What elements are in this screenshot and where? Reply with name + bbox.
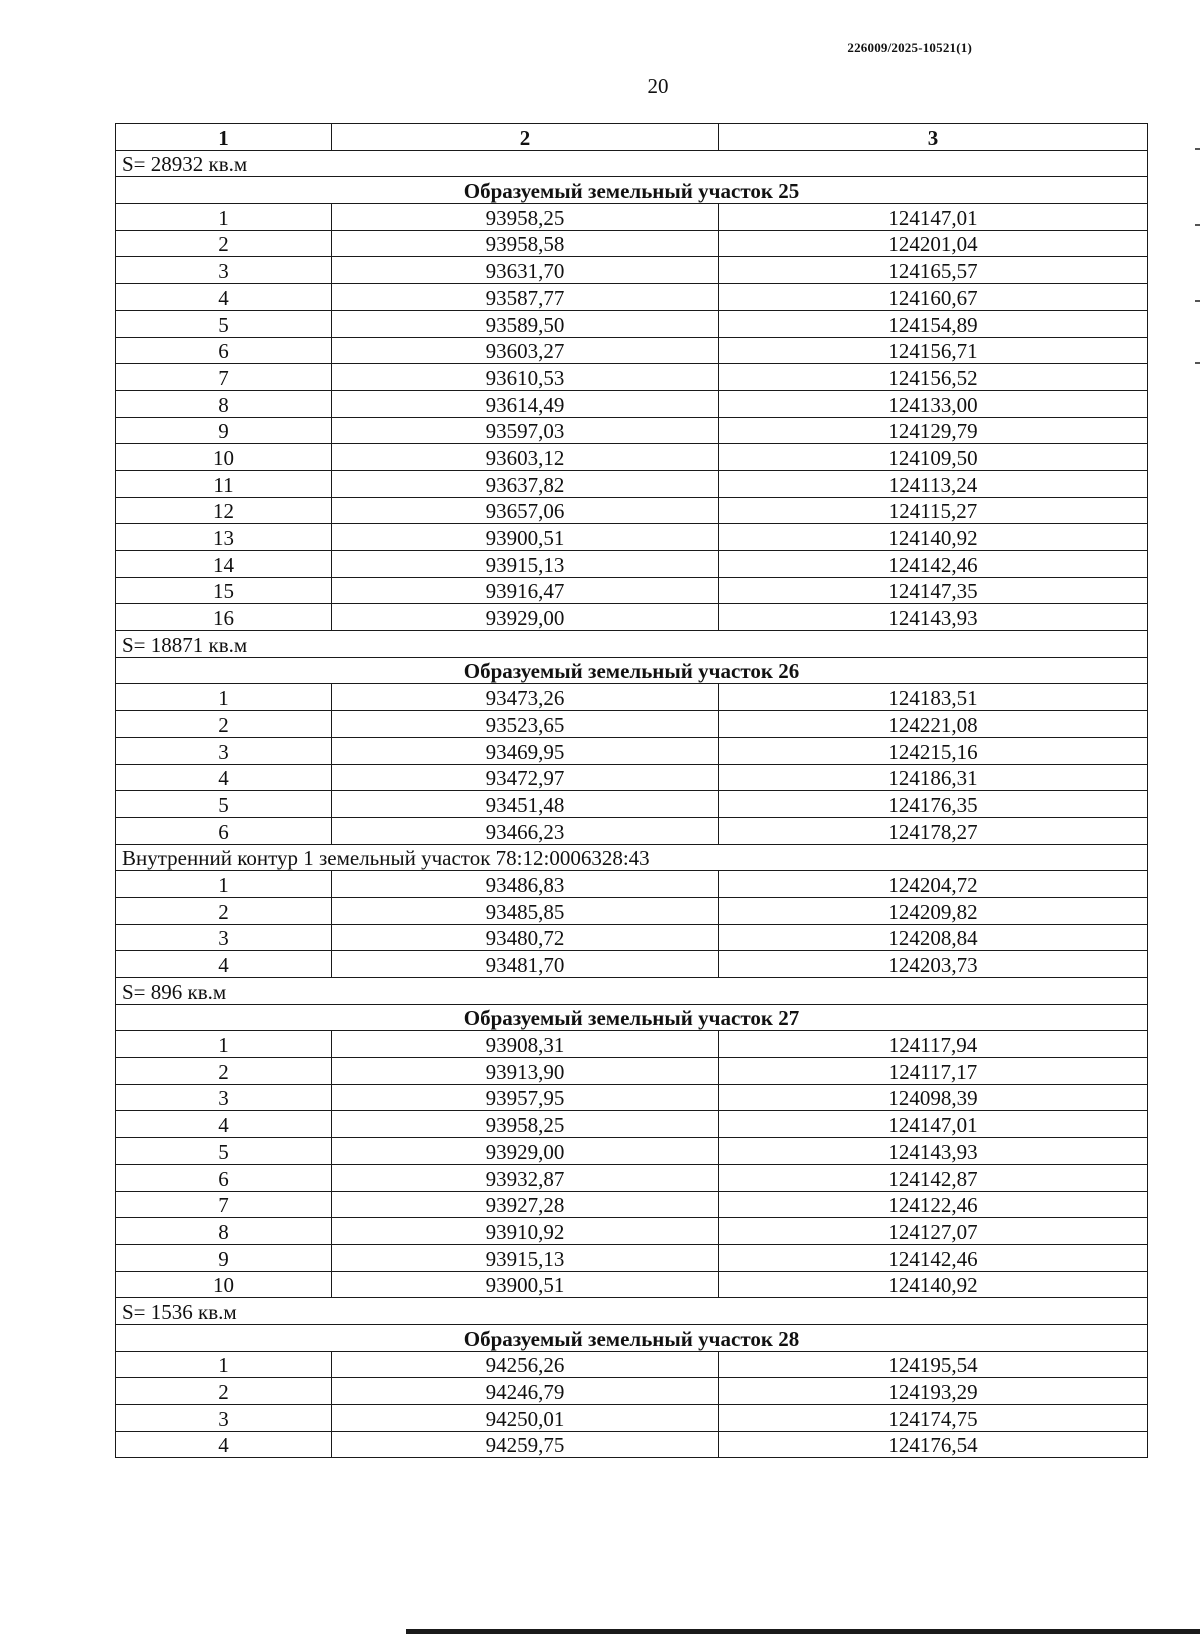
x-coordinate-cell: 93589,50: [332, 310, 719, 337]
table-row: [116, 711, 1148, 738]
point-number-cell: 1: [116, 1351, 332, 1378]
y-coordinate-cell: 124147,01: [719, 204, 1148, 231]
point-number-cell: 6: [116, 1164, 332, 1191]
table-row: [116, 230, 1148, 257]
y-coordinate-cell: 124129,79: [719, 417, 1148, 444]
table-row: [116, 364, 1148, 391]
scan-margin-mark: [1195, 362, 1200, 364]
table-row: [116, 1244, 1148, 1271]
y-coordinate-cell: 124140,92: [719, 1271, 1148, 1298]
area-value: S= 896 кв.м: [116, 978, 1148, 1005]
point-number-cell: 10: [116, 444, 332, 471]
table-row: [116, 257, 1148, 284]
point-number-cell: 1: [116, 1031, 332, 1058]
table-row: [116, 1138, 1148, 1165]
y-coordinate-cell: 124143,93: [719, 604, 1148, 631]
table-row: [116, 1405, 1148, 1432]
table-row: [116, 284, 1148, 311]
x-coordinate-cell: 93637,82: [332, 470, 719, 497]
y-coordinate-cell: 124147,35: [719, 577, 1148, 604]
coordinates-table: [115, 123, 1148, 1458]
scan-margin-mark: [1195, 148, 1200, 150]
table-row: [116, 1351, 1148, 1378]
point-number-cell: 3: [116, 1084, 332, 1111]
x-coordinate-cell: 93913,90: [332, 1058, 719, 1085]
y-coordinate-cell: 124156,71: [719, 337, 1148, 364]
area-value: S= 28932 кв.м: [116, 150, 1148, 177]
x-coordinate-cell: 94246,79: [332, 1378, 719, 1405]
section-title-row: [116, 177, 1148, 204]
point-number-cell: 1: [116, 684, 332, 711]
x-coordinate-cell: 93929,00: [332, 1138, 719, 1165]
area-row: [116, 631, 1148, 658]
y-coordinate-cell: 124154,89: [719, 310, 1148, 337]
table-row: [116, 1164, 1148, 1191]
scan-bottom-edge: [406, 1629, 1200, 1634]
point-number-cell: 5: [116, 1138, 332, 1165]
y-coordinate-cell: 124117,17: [719, 1058, 1148, 1085]
x-coordinate-cell: 93466,23: [332, 817, 719, 844]
y-coordinate-cell: 124186,31: [719, 764, 1148, 791]
x-coordinate-cell: 93929,00: [332, 604, 719, 631]
x-coordinate-cell: 93523,65: [332, 711, 719, 738]
x-coordinate-cell: 93908,31: [332, 1031, 719, 1058]
area-row: [116, 978, 1148, 1005]
table-row: [116, 204, 1148, 231]
y-coordinate-cell: 124208,84: [719, 924, 1148, 951]
x-coordinate-cell: 93631,70: [332, 257, 719, 284]
table-row: [116, 1218, 1148, 1245]
scan-margin-mark: [1195, 224, 1200, 226]
point-number-cell: 11: [116, 470, 332, 497]
y-coordinate-cell: 124195,54: [719, 1351, 1148, 1378]
y-coordinate-cell: 124209,82: [719, 897, 1148, 924]
point-number-cell: 4: [116, 284, 332, 311]
x-coordinate-cell: 93958,58: [332, 230, 719, 257]
x-coordinate-cell: 93915,13: [332, 551, 719, 578]
area-value: S= 1536 кв.м: [116, 1298, 1148, 1325]
section-title-row: [116, 1004, 1148, 1031]
point-number-cell: 5: [116, 791, 332, 818]
point-number-cell: 3: [116, 257, 332, 284]
y-coordinate-cell: 124142,46: [719, 1244, 1148, 1271]
column-header-2: 2: [332, 124, 719, 151]
point-number-cell: 1: [116, 871, 332, 898]
x-coordinate-cell: 93480,72: [332, 924, 719, 951]
area-row: [116, 150, 1148, 177]
point-number-cell: 4: [116, 1111, 332, 1138]
contour-title-row: [116, 844, 1148, 871]
point-number-cell: 2: [116, 1378, 332, 1405]
table-row: [116, 1191, 1148, 1218]
table-row: [116, 390, 1148, 417]
point-number-cell: 4: [116, 951, 332, 978]
area-row: [116, 1298, 1148, 1325]
y-coordinate-cell: 124165,57: [719, 257, 1148, 284]
point-number-cell: 10: [116, 1271, 332, 1298]
point-number-cell: 6: [116, 337, 332, 364]
point-number-cell: 4: [116, 1431, 332, 1458]
section-title: Образуемый земельный участок 27: [116, 1004, 1148, 1031]
section-title-row: [116, 657, 1148, 684]
x-coordinate-cell: 93916,47: [332, 577, 719, 604]
point-number-cell: 5: [116, 310, 332, 337]
table-row: [116, 470, 1148, 497]
x-coordinate-cell: 93469,95: [332, 737, 719, 764]
table-row: [116, 417, 1148, 444]
x-coordinate-cell: 93451,48: [332, 791, 719, 818]
table-row: [116, 1271, 1148, 1298]
x-coordinate-cell: 94250,01: [332, 1405, 719, 1432]
y-coordinate-cell: 124140,92: [719, 524, 1148, 551]
point-number-cell: 3: [116, 1405, 332, 1432]
table-row: [116, 817, 1148, 844]
x-coordinate-cell: 93958,25: [332, 1111, 719, 1138]
table-row: [116, 871, 1148, 898]
point-number-cell: 4: [116, 764, 332, 791]
x-coordinate-cell: 93932,87: [332, 1164, 719, 1191]
table-header-row: [116, 124, 1148, 151]
table-row: [116, 791, 1148, 818]
contour-title: Внутренний контур 1 земельный участок 78:12:0006328:43: [116, 844, 1148, 871]
point-number-cell: 2: [116, 230, 332, 257]
x-coordinate-cell: 93958,25: [332, 204, 719, 231]
y-coordinate-cell: 124115,27: [719, 497, 1148, 524]
y-coordinate-cell: 124113,24: [719, 470, 1148, 497]
table-row: [116, 444, 1148, 471]
y-coordinate-cell: 124183,51: [719, 684, 1148, 711]
point-number-cell: 3: [116, 737, 332, 764]
x-coordinate-cell: 93910,92: [332, 1218, 719, 1245]
table-row: [116, 524, 1148, 551]
y-coordinate-cell: 124133,00: [719, 390, 1148, 417]
table-row: [116, 1031, 1148, 1058]
table-row: [116, 897, 1148, 924]
table-row: [116, 1378, 1148, 1405]
x-coordinate-cell: 94259,75: [332, 1431, 719, 1458]
y-coordinate-cell: 124142,46: [719, 551, 1148, 578]
y-coordinate-cell: 124204,72: [719, 871, 1148, 898]
section-title-row: [116, 1324, 1148, 1351]
y-coordinate-cell: 124178,27: [719, 817, 1148, 844]
point-number-cell: 13: [116, 524, 332, 551]
x-coordinate-cell: 93587,77: [332, 284, 719, 311]
y-coordinate-cell: 124174,75: [719, 1405, 1148, 1432]
x-coordinate-cell: 93900,51: [332, 524, 719, 551]
table-row: [116, 1084, 1148, 1111]
x-coordinate-cell: 93473,26: [332, 684, 719, 711]
y-coordinate-cell: 124176,35: [719, 791, 1148, 818]
area-value: S= 18871 кв.м: [116, 631, 1148, 658]
table-row: [116, 924, 1148, 951]
table-row: [116, 577, 1148, 604]
table-row: [116, 737, 1148, 764]
table-row: [116, 337, 1148, 364]
y-coordinate-cell: 124143,93: [719, 1138, 1148, 1165]
y-coordinate-cell: 124203,73: [719, 951, 1148, 978]
y-coordinate-cell: 124221,08: [719, 711, 1148, 738]
y-coordinate-cell: 124201,04: [719, 230, 1148, 257]
coordinates-table-body: [116, 124, 1148, 1458]
y-coordinate-cell: 124215,16: [719, 737, 1148, 764]
point-number-cell: 15: [116, 577, 332, 604]
y-coordinate-cell: 124176,54: [719, 1431, 1148, 1458]
x-coordinate-cell: 93614,49: [332, 390, 719, 417]
x-coordinate-cell: 93472,97: [332, 764, 719, 791]
point-number-cell: 7: [116, 364, 332, 391]
point-number-cell: 2: [116, 897, 332, 924]
point-number-cell: 6: [116, 817, 332, 844]
table-row: [116, 684, 1148, 711]
x-coordinate-cell: 93481,70: [332, 951, 719, 978]
table-row: [116, 764, 1148, 791]
x-coordinate-cell: 93610,53: [332, 364, 719, 391]
y-coordinate-cell: 124156,52: [719, 364, 1148, 391]
table-row: [116, 1431, 1148, 1458]
table-row: [116, 604, 1148, 631]
point-number-cell: 12: [116, 497, 332, 524]
y-coordinate-cell: 124147,01: [719, 1111, 1148, 1138]
x-coordinate-cell: 93657,06: [332, 497, 719, 524]
x-coordinate-cell: 93597,03: [332, 417, 719, 444]
x-coordinate-cell: 93603,12: [332, 444, 719, 471]
y-coordinate-cell: 124160,67: [719, 284, 1148, 311]
y-coordinate-cell: 124142,87: [719, 1164, 1148, 1191]
point-number-cell: 8: [116, 390, 332, 417]
scan-margin-mark: [1195, 300, 1200, 302]
table-row: [116, 310, 1148, 337]
document-registration-number: 226009/2025-10521(1): [847, 40, 972, 55]
y-coordinate-cell: 124193,29: [719, 1378, 1148, 1405]
point-number-cell: 8: [116, 1218, 332, 1245]
x-coordinate-cell: 93603,27: [332, 337, 719, 364]
y-coordinate-cell: 124098,39: [719, 1084, 1148, 1111]
y-coordinate-cell: 124122,46: [719, 1191, 1148, 1218]
y-coordinate-cell: 124109,50: [719, 444, 1148, 471]
point-number-cell: 7: [116, 1191, 332, 1218]
point-number-cell: 9: [116, 1244, 332, 1271]
table-row: [116, 497, 1148, 524]
point-number-cell: 3: [116, 924, 332, 951]
table-row: [116, 1058, 1148, 1085]
point-number-cell: 9: [116, 417, 332, 444]
y-coordinate-cell: 124117,94: [719, 1031, 1148, 1058]
x-coordinate-cell: 93915,13: [332, 1244, 719, 1271]
section-title: Образуемый земельный участок 25: [116, 177, 1148, 204]
x-coordinate-cell: 93486,83: [332, 871, 719, 898]
table-row: [116, 951, 1148, 978]
y-coordinate-cell: 124127,07: [719, 1218, 1148, 1245]
column-header-3: 3: [719, 124, 1148, 151]
point-number-cell: 14: [116, 551, 332, 578]
x-coordinate-cell: 93957,95: [332, 1084, 719, 1111]
page-number: 20: [647, 74, 669, 98]
table-row: [116, 1111, 1148, 1138]
section-title: Образуемый земельный участок 26: [116, 657, 1148, 684]
column-header-1: 1: [116, 124, 332, 151]
x-coordinate-cell: 93927,28: [332, 1191, 719, 1218]
point-number-cell: 1: [116, 204, 332, 231]
x-coordinate-cell: 94256,26: [332, 1351, 719, 1378]
section-title: Образуемый земельный участок 28: [116, 1324, 1148, 1351]
point-number-cell: 2: [116, 1058, 332, 1085]
table-row: [116, 551, 1148, 578]
point-number-cell: 2: [116, 711, 332, 738]
x-coordinate-cell: 93900,51: [332, 1271, 719, 1298]
x-coordinate-cell: 93485,85: [332, 897, 719, 924]
point-number-cell: 16: [116, 604, 332, 631]
